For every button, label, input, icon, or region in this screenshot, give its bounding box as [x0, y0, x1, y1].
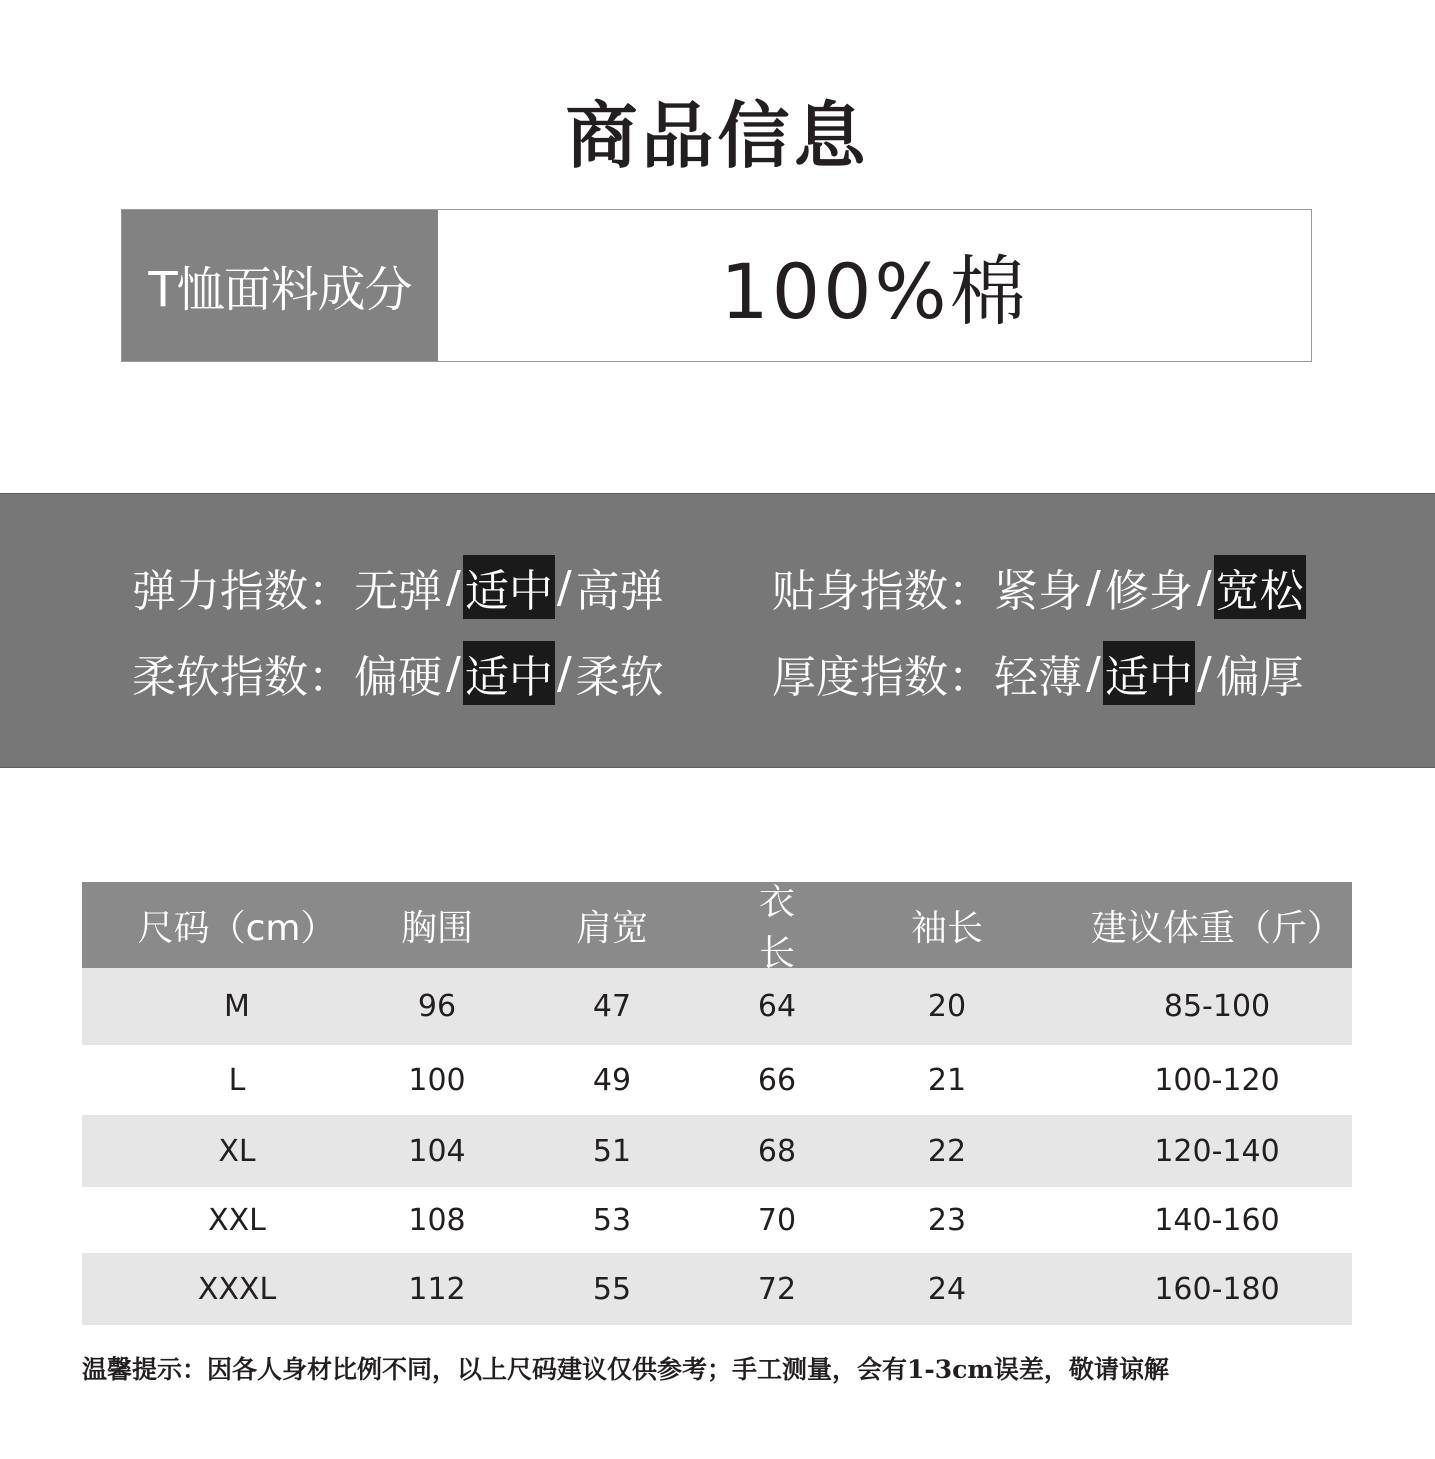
- fabric-label: T恤面料成分: [122, 210, 438, 361]
- table-row: [82, 1115, 1352, 1187]
- table-cell: 70: [757, 1202, 797, 1238]
- table-cell: 160-180: [1154, 1271, 1280, 1307]
- header-shoulder: 肩宽: [575, 907, 648, 949]
- size-table: [82, 882, 1352, 1325]
- header-weight: 建议体重（斤）: [1090, 907, 1343, 949]
- fabric-value: 100%棉: [720, 247, 1029, 336]
- table-header: [82, 882, 1352, 974]
- table-cell: 66: [757, 1062, 797, 1098]
- table-cell: 53: [592, 1202, 632, 1238]
- table-cell: 49: [592, 1062, 632, 1098]
- table-cell: L: [228, 1062, 246, 1098]
- table-cell: 20: [927, 989, 967, 1024]
- index-option-selected: 适中: [463, 641, 555, 705]
- table-cell: 100: [408, 1062, 466, 1098]
- index-fit: [772, 556, 1306, 618]
- table-row: [82, 1187, 1352, 1253]
- table-cell: M: [224, 989, 250, 1024]
- index-option: 修身: [1104, 566, 1193, 617]
- table-cell: 47: [592, 989, 632, 1024]
- table-cell: 85-100: [1163, 989, 1271, 1024]
- index-separator: /: [1196, 647, 1212, 699]
- header-chest: 胸围: [400, 907, 473, 949]
- table-cell: 140-160: [1154, 1202, 1280, 1238]
- table-row: [82, 968, 1352, 1045]
- table-cell: 120-140: [1154, 1133, 1280, 1169]
- index-option-selected: 适中: [463, 555, 555, 619]
- table-cell: 68: [757, 1133, 797, 1169]
- index-separator: /: [446, 561, 461, 613]
- index-option: 偏厚: [1215, 652, 1304, 703]
- page-title: 商品信息: [565, 94, 870, 178]
- header-length: 衣长: [758, 882, 795, 974]
- index-softness: [132, 642, 666, 704]
- table-row: [82, 1045, 1352, 1115]
- index-separator: /: [1196, 561, 1212, 613]
- index-option: 高弹: [575, 566, 664, 617]
- index-elasticity: [132, 556, 666, 618]
- index-option-selected: 宽松: [1214, 555, 1306, 619]
- table-cell: 112: [408, 1271, 466, 1307]
- index-separator: /: [1086, 647, 1101, 699]
- footer-note: 温馨提示：因各人身材比例不同，以上尺码建议仅供参考；手工测量，会有1-3cm误差，敬请谅解: [82, 1355, 1169, 1384]
- index-separator: /: [446, 647, 461, 699]
- index-option: 偏硬: [354, 652, 442, 703]
- table-cell: 104: [408, 1133, 466, 1169]
- table-cell: 72: [757, 1271, 797, 1307]
- table-cell: 108: [408, 1202, 466, 1238]
- table-cell: 64: [757, 989, 797, 1024]
- table-cell: 96: [417, 989, 457, 1024]
- table-cell: XXXL: [197, 1271, 277, 1307]
- index-option: 柔软: [575, 652, 664, 703]
- table-body: [82, 968, 1352, 1325]
- table-cell: 24: [927, 1271, 967, 1307]
- index-separator: /: [556, 647, 572, 699]
- index-option: 无弹: [354, 566, 442, 617]
- fabric-composition-box: [121, 209, 1312, 362]
- index-label: 柔软指数：: [132, 652, 352, 703]
- index-label: 弹力指数：: [132, 566, 352, 617]
- table-cell: 55: [592, 1271, 632, 1307]
- index-option: 轻薄: [994, 652, 1082, 703]
- table-cell: 100-120: [1154, 1062, 1280, 1098]
- index-option: 紧身: [994, 566, 1082, 617]
- index-option-selected: 适中: [1103, 641, 1195, 705]
- header-sleeve: 袖长: [910, 907, 983, 949]
- index-separator: /: [556, 561, 572, 613]
- table-row: [82, 1253, 1352, 1325]
- index-label: 贴身指数：: [772, 566, 992, 617]
- table-cell: 51: [592, 1133, 632, 1169]
- index-panel: [0, 493, 1435, 768]
- index-separator: /: [1086, 561, 1101, 613]
- table-cell: 22: [927, 1133, 967, 1169]
- table-cell: XXL: [208, 1202, 266, 1238]
- index-label: 厚度指数：: [772, 652, 992, 703]
- header-size: 尺码（cm）: [137, 907, 337, 949]
- table-cell: 21: [927, 1062, 967, 1098]
- index-thickness: [772, 642, 1306, 704]
- table-cell: 23: [927, 1202, 967, 1238]
- table-cell: XL: [218, 1133, 256, 1169]
